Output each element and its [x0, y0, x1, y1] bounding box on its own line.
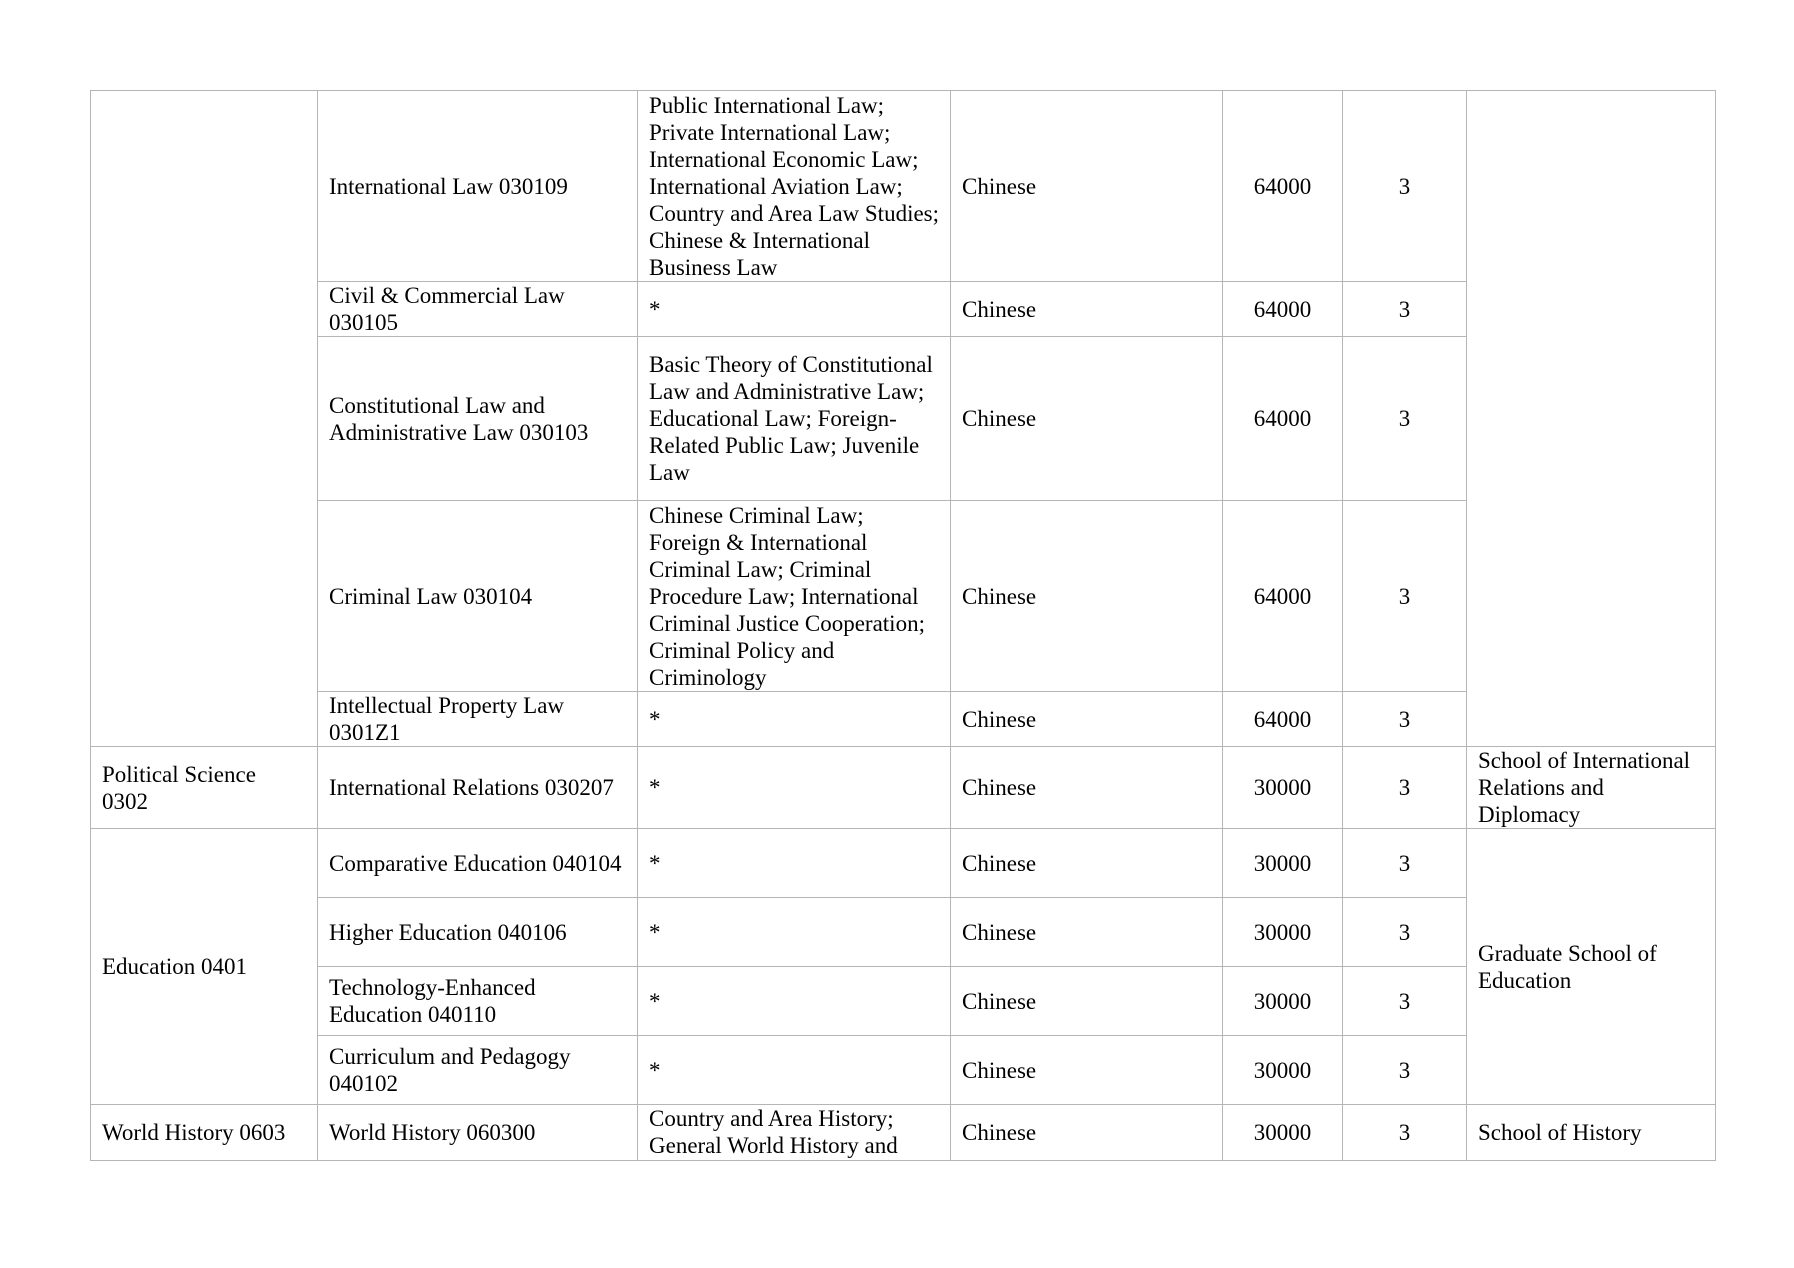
- language-cell: Chinese: [951, 1105, 1223, 1161]
- table-row: [91, 91, 1716, 282]
- tuition-cell: 64000: [1223, 692, 1343, 747]
- years-cell: 3: [1343, 967, 1467, 1036]
- programs-table: [90, 90, 1716, 1161]
- direction-cell: *: [638, 282, 951, 337]
- tuition-cell: 64000: [1223, 282, 1343, 337]
- school-cell: School of International Relations and Diplomacy: [1467, 747, 1716, 829]
- major-cell: Criminal Law 030104: [318, 501, 638, 692]
- school-cell: Graduate School of Education: [1467, 829, 1716, 1105]
- language-cell: Chinese: [951, 337, 1223, 501]
- years-cell: 3: [1343, 747, 1467, 829]
- language-cell: Chinese: [951, 501, 1223, 692]
- language-cell: Chinese: [951, 692, 1223, 747]
- table-row: [91, 1105, 1716, 1161]
- tuition-cell: 64000: [1223, 501, 1343, 692]
- years-cell: 3: [1343, 898, 1467, 967]
- direction-cell: *: [638, 829, 951, 898]
- direction-cell: *: [638, 692, 951, 747]
- direction-cell: Basic Theory of Constitutional Law and Administrative Law; Educational Law; Foreign-Related Public Law; Juvenile Law: [638, 337, 951, 501]
- major-cell: Technology-Enhanced Education 040110: [318, 967, 638, 1036]
- language-cell: Chinese: [951, 1036, 1223, 1105]
- direction-cell: Chinese Criminal Law; Foreign & International Criminal Law; Criminal Procedure Law; International Criminal Justice Cooperation; Criminal Policy and Criminology: [638, 501, 951, 692]
- major-cell: Intellectual Property Law 0301Z1: [318, 692, 638, 747]
- years-cell: 3: [1343, 91, 1467, 282]
- language-cell: Chinese: [951, 282, 1223, 337]
- direction-text: Country and Area History; General World History and: [649, 1106, 898, 1158]
- tuition-cell: 30000: [1223, 1105, 1343, 1161]
- language-cell: Chinese: [951, 967, 1223, 1036]
- years-cell: 3: [1343, 692, 1467, 747]
- school-cell: School of History: [1467, 1105, 1716, 1161]
- major-cell: International Relations 030207: [318, 747, 638, 829]
- tuition-cell: 30000: [1223, 1036, 1343, 1105]
- language-cell: Chinese: [951, 91, 1223, 282]
- direction-cell: *: [638, 967, 951, 1036]
- tuition-cell: 30000: [1223, 967, 1343, 1036]
- language-cell: Chinese: [951, 747, 1223, 829]
- major-cell: Curriculum and Pedagogy 040102: [318, 1036, 638, 1105]
- table-row: [91, 829, 1716, 898]
- school-cell: [1467, 91, 1716, 747]
- tuition-cell: 64000: [1223, 91, 1343, 282]
- tuition-cell: 30000: [1223, 829, 1343, 898]
- language-cell: Chinese: [951, 829, 1223, 898]
- major-cell: Civil & Commercial Law 030105: [318, 282, 638, 337]
- years-cell: 3: [1343, 501, 1467, 692]
- direction-cell: Public International Law; Private International Law; International Economic Law; International Aviation Law; Country and Area Law Studies; Chinese & International Business Law: [638, 91, 951, 282]
- years-cell: 3: [1343, 1036, 1467, 1105]
- direction-cell: *: [638, 1036, 951, 1105]
- discipline-cell: Political Science 0302: [91, 747, 318, 829]
- direction-cell: [638, 1105, 951, 1161]
- years-cell: 3: [1343, 829, 1467, 898]
- years-cell: 3: [1343, 337, 1467, 501]
- years-cell: 3: [1343, 1105, 1467, 1161]
- major-cell: World History 060300: [318, 1105, 638, 1161]
- discipline-cell: [91, 91, 318, 747]
- major-cell: Higher Education 040106: [318, 898, 638, 967]
- tuition-cell: 30000: [1223, 898, 1343, 967]
- years-cell: 3: [1343, 282, 1467, 337]
- language-cell: Chinese: [951, 898, 1223, 967]
- major-cell: Constitutional Law and Administrative Law 030103: [318, 337, 638, 501]
- tuition-cell: 64000: [1223, 337, 1343, 501]
- discipline-cell: Education 0401: [91, 829, 318, 1105]
- discipline-cell: World History 0603: [91, 1105, 318, 1161]
- direction-cell: *: [638, 747, 951, 829]
- major-cell: Comparative Education 040104: [318, 829, 638, 898]
- direction-cell: *: [638, 898, 951, 967]
- table-row: [91, 747, 1716, 829]
- tuition-cell: 30000: [1223, 747, 1343, 829]
- major-cell: International Law 030109: [318, 91, 638, 282]
